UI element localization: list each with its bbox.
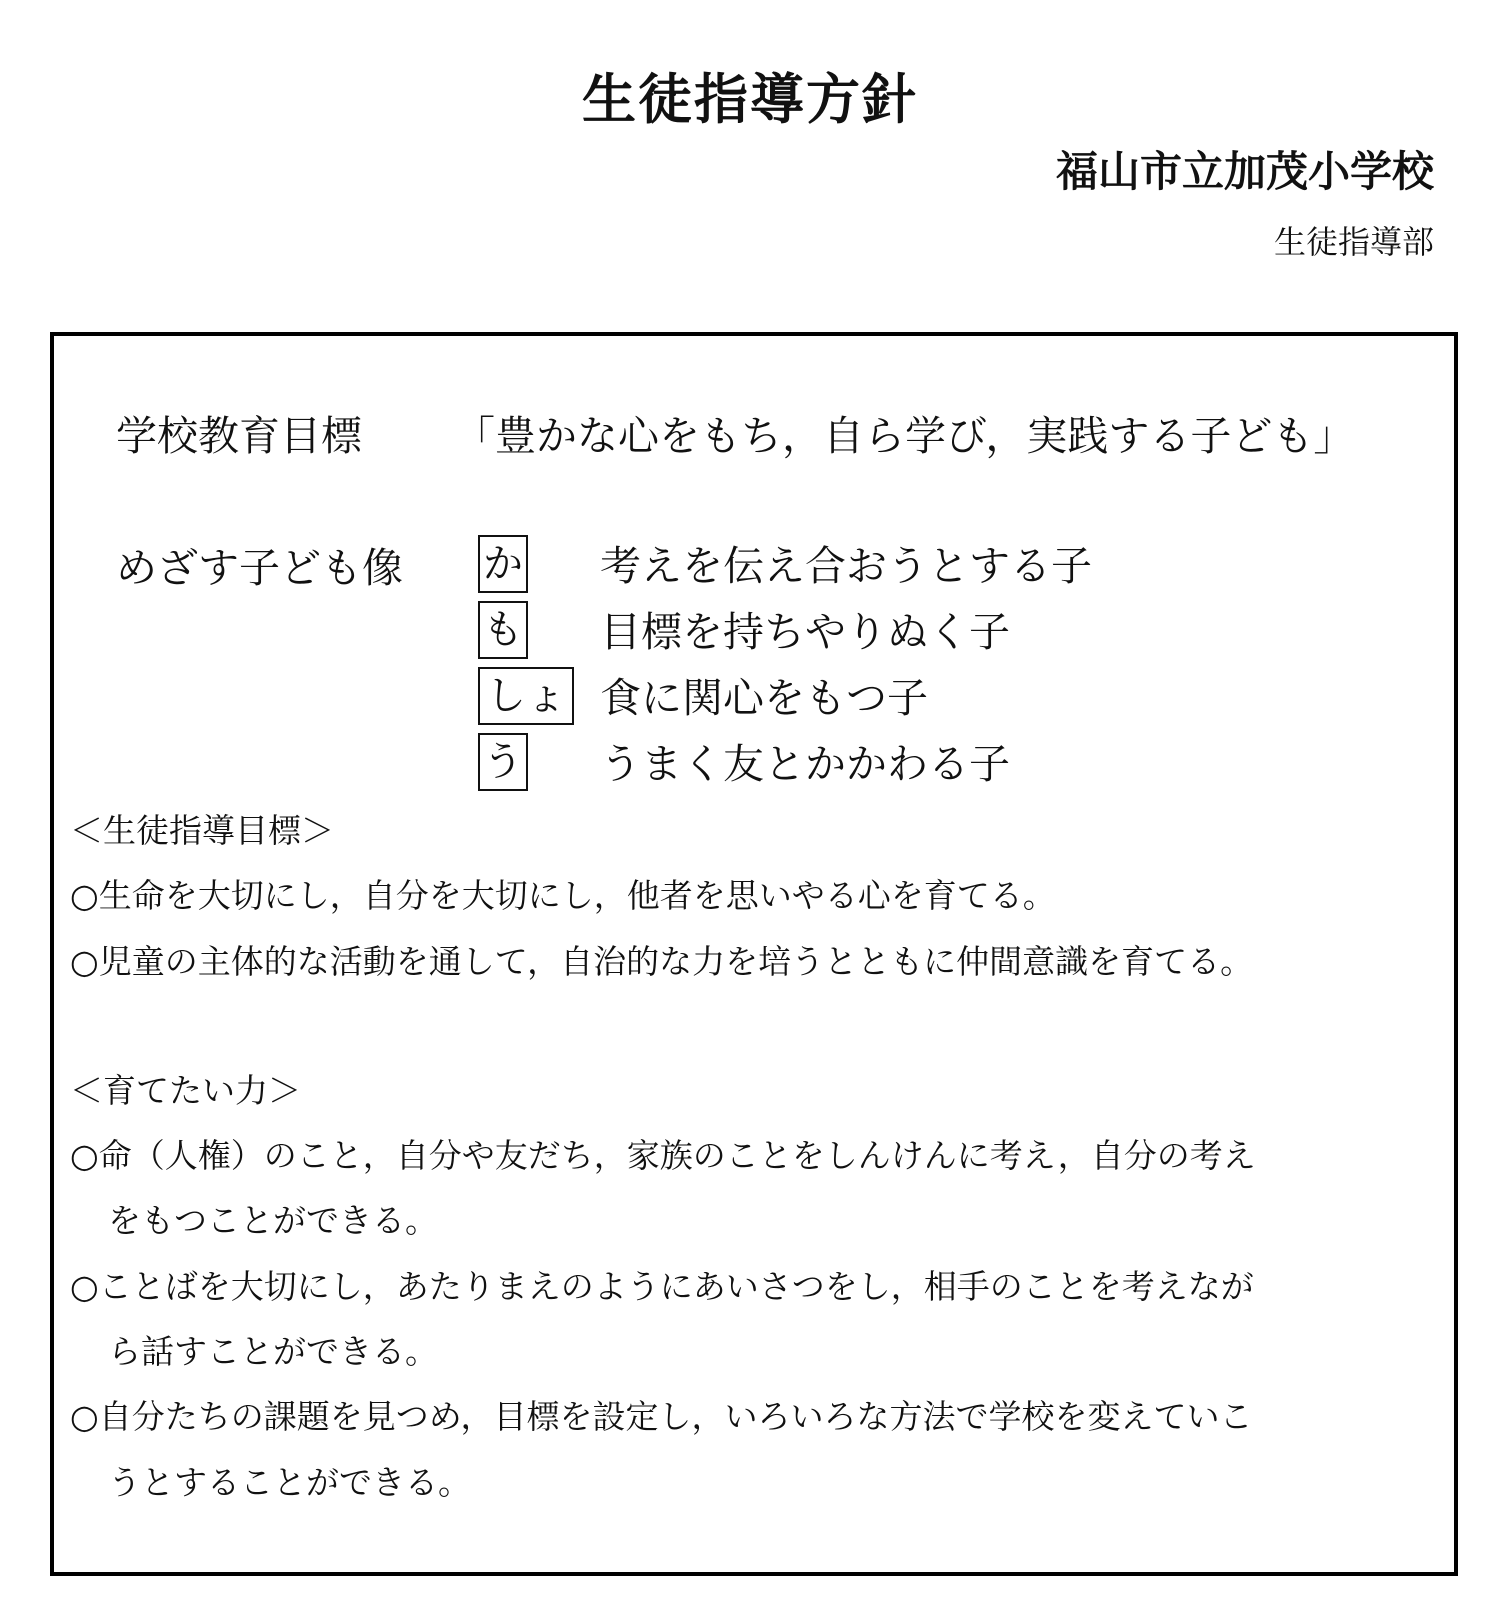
- ability-item: ○ことばを大切にし，あたりまえのようにあいさつをし，相手のことを考えなが: [70, 1267, 1254, 1306]
- school-name: 福山市立加茂小学校: [1055, 147, 1434, 196]
- ability-item-continuation: ら話すことができる。: [108, 1332, 438, 1371]
- ideal-text-sho: 食に関心をもつ子: [600, 674, 928, 722]
- ideal-text-ka: 考えを伝え合おうとする子: [600, 542, 1092, 590]
- ability-item-continuation: うとすることができる。: [108, 1463, 471, 1502]
- ideal-key-sho: しょ: [478, 667, 574, 725]
- guidance-goal-item: ○生命を大切にし，自分を大切にし，他者を思いやる心を育てる。: [70, 876, 1056, 915]
- ideal-text-u: うまく友とかかわる子: [600, 740, 1010, 788]
- ideal-child-label: めざす子ども像: [116, 544, 403, 592]
- abilities-heading: ＜育てたい力＞: [70, 1071, 301, 1110]
- ideal-text-mo: 目標を持ちやりぬく子: [600, 608, 1010, 656]
- ability-item: ○自分たちの課題を見つめ，目標を設定し，いろいろな方法で学校を変えていこ: [70, 1397, 1253, 1436]
- ideal-key-ka: か: [478, 535, 528, 593]
- guidance-goal-item: ○児童の主体的な活動を通して，自治的な力を培うとともに仲間意識を育てる。: [70, 942, 1254, 981]
- page-title: 生徒指導方針: [582, 67, 918, 131]
- guidance-goals-heading: ＜生徒指導目標＞: [70, 811, 334, 850]
- ideal-key-u: う: [478, 733, 528, 791]
- ability-item-continuation: をもつことができる。: [108, 1201, 438, 1240]
- department-name: 生徒指導部: [1273, 223, 1434, 261]
- ideal-key-mo: も: [478, 601, 528, 659]
- school-goal-label: 学校教育目標: [116, 412, 362, 460]
- ability-item: ○命（人権）のこと，自分や友だち，家族のことをしんけんに考え，自分の考え: [70, 1136, 1256, 1175]
- school-goal-text: 「豊かな心をもち，自ら学び，実践する子ども」: [454, 412, 1355, 460]
